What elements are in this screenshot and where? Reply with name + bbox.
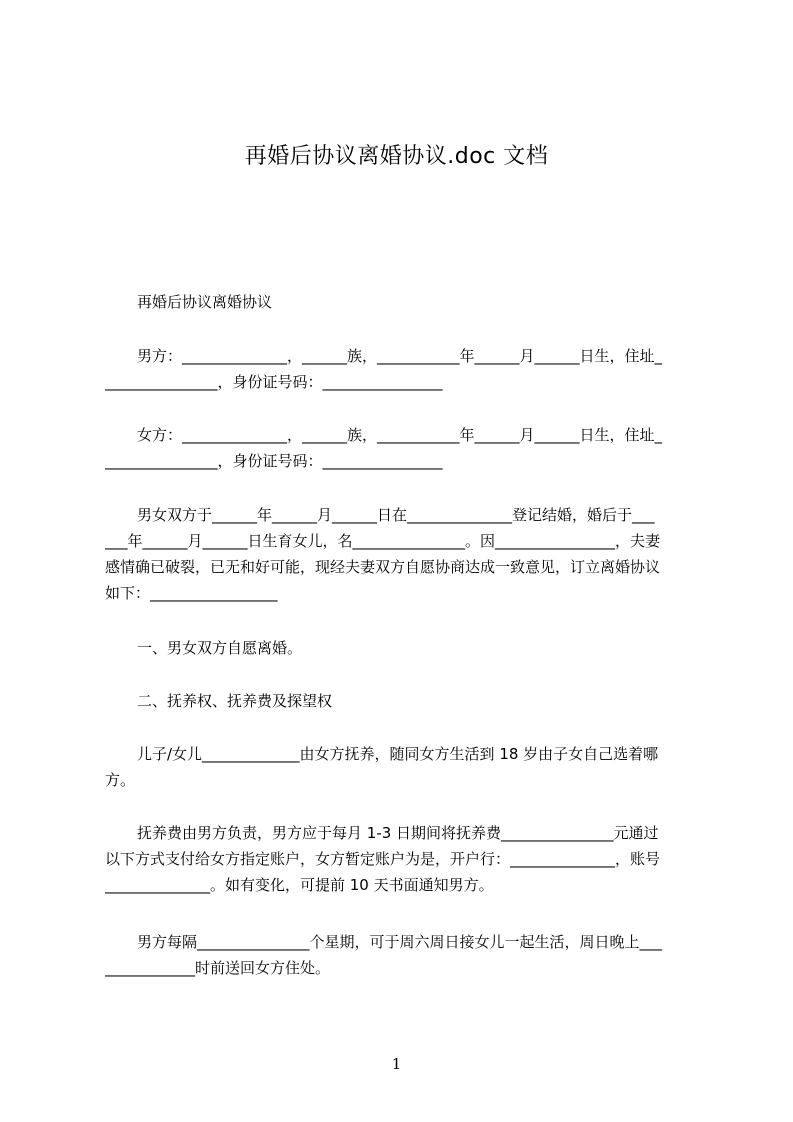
female-party-line-2: _______________，身份证号码：________________ xyxy=(105,452,443,470)
support-line-2: 以下方式支付给女方指定账户，女方暂定账户为是，开户行：______________，账号 xyxy=(105,850,661,868)
clause-1 xyxy=(105,635,701,661)
visitation-line-1: 男方每隔_______________个星期，可于周六周日接女儿一起生活，周日晚上___ xyxy=(137,933,663,951)
visitation-paragraph xyxy=(105,929,701,981)
support-paragraph xyxy=(105,820,701,898)
marriage-paragraph xyxy=(105,502,701,606)
clause-1-text: 一、男女双方自愿离婚。 xyxy=(137,639,303,657)
custody-paragraph xyxy=(105,741,701,793)
support-line-1: 抚养费由男方负责，男方应于每月 1-3 日期间将抚养费_______________元通过 xyxy=(137,824,659,842)
marriage-line-4: 如下：_________________ xyxy=(105,584,278,602)
marriage-line-1: 男女双方于______年______月______日在______________登记结婚，婚后于___ xyxy=(137,506,655,524)
custody-line-1: 儿子/女儿_____________由女方抚养，随同女方生活到 18 岁由子女自己选着哪 xyxy=(137,745,659,763)
male-party-line-1: 男方：______________，______族，___________年______月______日生，住址_ xyxy=(137,347,663,365)
clause-2-text: 二、抚养权、抚养费及探望权 xyxy=(137,692,333,710)
support-line-3: ______________。如有变化，可提前 10 天书面通知男方。 xyxy=(105,876,494,894)
clause-2 xyxy=(105,688,701,714)
page-number: 1 xyxy=(391,1055,402,1073)
male-party-line-2: _______________，身份证号码：________________ xyxy=(105,373,443,391)
subtitle-text: 再婚后协议离婚协议 xyxy=(137,293,273,311)
female-party-line-1: 女方：______________，______族，___________年______月______日生，住址_ xyxy=(137,426,663,444)
document-title: 再婚后协议离婚协议.doc 文档 xyxy=(244,144,549,169)
agreement-subtitle xyxy=(105,289,701,315)
marriage-line-2: ___年______月______日生育女儿，名_______________。因________________，夫妻 xyxy=(105,532,661,550)
marriage-line-3: 感情确已破裂，已无和好可能，现经夫妻双方自愿协商达成一致意见，订立离婚协议 xyxy=(105,558,661,576)
male-party-paragraph xyxy=(105,343,701,395)
custody-line-2: 方。 xyxy=(105,771,136,789)
female-party-paragraph xyxy=(105,422,701,474)
visitation-line-2: ____________时前送回女方住处。 xyxy=(105,959,331,977)
